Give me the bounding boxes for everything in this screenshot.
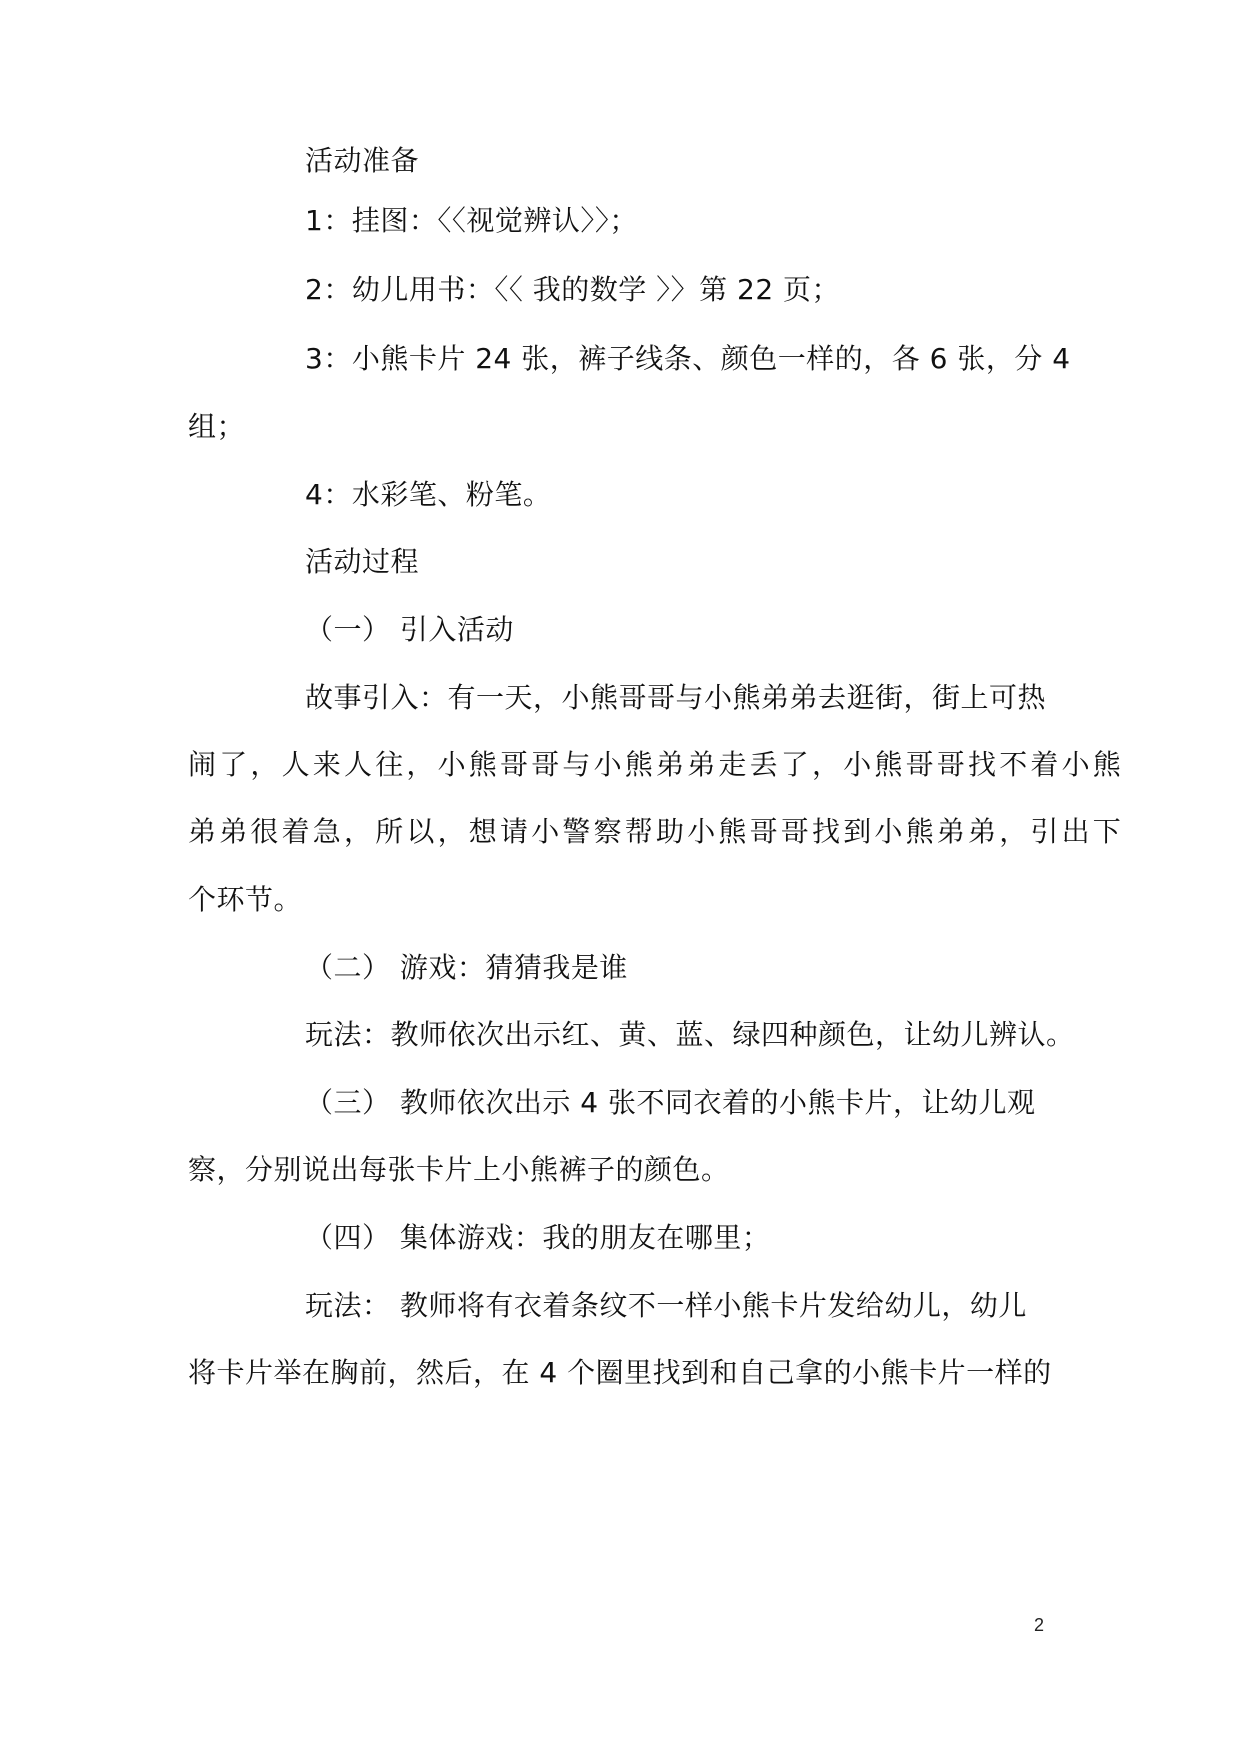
section-heading: （三） 教师依次出示 4 张不同衣着的小熊卡片，让幼儿观: [305, 1086, 1036, 1119]
text-line: 个环节。: [188, 883, 303, 916]
text-line: 玩法： 教师将有衣着条纹不一样小熊卡片发给幼儿，幼儿: [305, 1289, 1027, 1322]
text-line: 3：小熊卡片 24 张，裤子线条、颜色一样的，各 6 张，分 4: [305, 342, 1071, 375]
text-line: 1：挂图：〈〈视觉辨认〉〉；: [305, 204, 638, 237]
text-line: 4：水彩笔、粉笔。: [305, 478, 552, 511]
heading-activity-preparation: 活动准备: [305, 144, 420, 177]
text-line: 将卡片举在胸前，然后，在 4 个圈里找到和自己拿的小熊卡片一样的: [188, 1356, 1052, 1389]
text-line: 组；: [188, 410, 246, 443]
text-line: 故事引入：有一天，小熊哥哥与小熊弟弟去逛街，街上可热: [305, 681, 1047, 714]
section-heading: （四） 集体游戏：我的朋友在哪里；: [305, 1221, 771, 1254]
heading-activity-process: 活动过程: [305, 545, 420, 578]
text-line: 2：幼儿用书：〈〈 我的数学 〉〉第 22 页；: [305, 273, 841, 306]
text-line: 察，分别说出每张卡片上小熊裤子的颜色。: [188, 1153, 730, 1186]
text-line: 弟弟很着急，所以，想请小警察帮助小熊哥哥找到小熊弟弟，引出下: [188, 815, 1125, 848]
section-heading: （一） 引入活动: [305, 613, 514, 646]
text-line: 玩法：教师依次出示红、黄、蓝、绿四种颜色，让幼儿辨认。: [305, 1018, 1075, 1051]
text-line: 闹了，人来人往，小熊哥哥与小熊弟弟走丢了，小熊哥哥找不着小熊: [188, 748, 1125, 781]
page-number: 2: [1034, 1615, 1045, 1635]
section-heading: （二） 游戏：猜猜我是谁: [305, 951, 628, 984]
